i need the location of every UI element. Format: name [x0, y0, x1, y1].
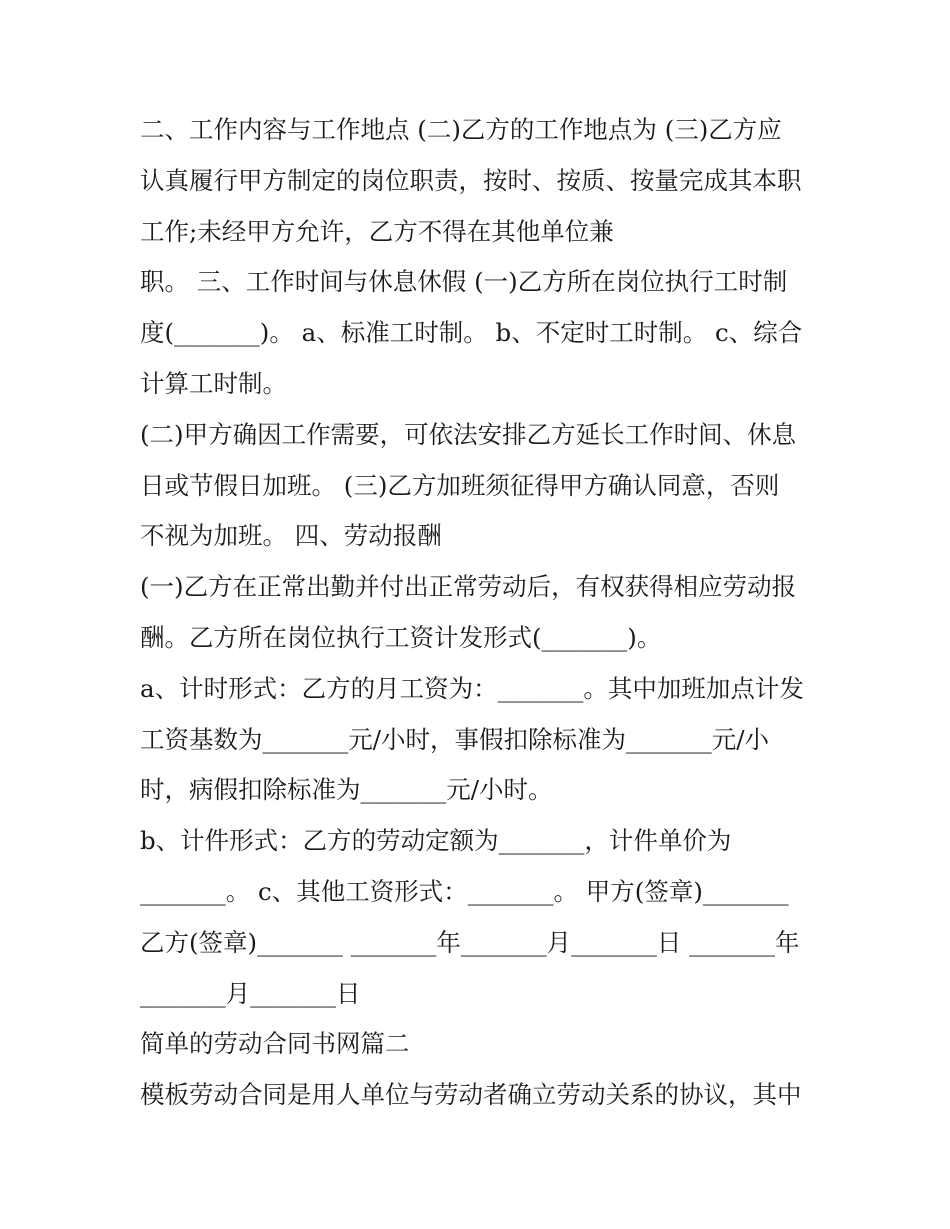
text-line: 酬。乙方所在岗位执行工资计发形式(_______)。 [140, 622, 662, 652]
text-line: 模板劳动合同是用人单位与劳动者确立劳动关系的协议，其中 [140, 1080, 802, 1110]
text-line: 计算工时制。 [140, 368, 287, 398]
text-line: _______。 c、其他工资形式：_______。 甲方(签章)_______ [140, 876, 789, 906]
text-line: 工作;未经甲方允许，乙方不得在其他单位兼 [140, 216, 614, 246]
text-line: 度(_______)。 a、标准工时制。 b、不定时工时制。 c、综合 [140, 318, 803, 348]
text-line: 不视为加班。 四、劳动报酬 [140, 521, 442, 551]
text-line: 日或节假日加班。 (三)乙方加班须征得甲方确认同意，否则 [140, 470, 780, 500]
text-line: 职。 三、工作时间与休息休假 (一)乙方所在岗位执行工时制 [140, 267, 788, 297]
text-line: b、计件形式：乙方的劳动定额为_______，计件单价为 [140, 826, 732, 856]
text-line: 乙方(签章)_______ _______年_______月_______日 _______年 [140, 927, 800, 957]
text-line: 时，病假扣除标准为_______元/小时。 [140, 775, 553, 805]
text-line: 二、工作内容与工作地点 (二)乙方的工作地点为 (三)乙方应 [140, 115, 782, 144]
section-heading: 简单的劳动合同书网篇二 [140, 1029, 410, 1059]
text-line: 认真履行甲方制定的岗位职责，按时、按质、按量完成其本职 [140, 165, 802, 195]
text-line: 工资基数为_______元/小时，事假扣除标准为_______元/小 [140, 724, 770, 754]
text-line: (二)甲方确因工作需要，可依法安排乙方延长工作时间、休息 [140, 419, 797, 449]
text-line: _______月_______日 [140, 978, 361, 1008]
text-line: (一)乙方在正常出勤并付出正常劳动后，有权获得相应劳动报 [140, 572, 797, 602]
document-body [140, 110, 820, 1126]
text-line: a、计时形式：乙方的月工资为：_______。其中加班加点计发 [140, 673, 804, 703]
